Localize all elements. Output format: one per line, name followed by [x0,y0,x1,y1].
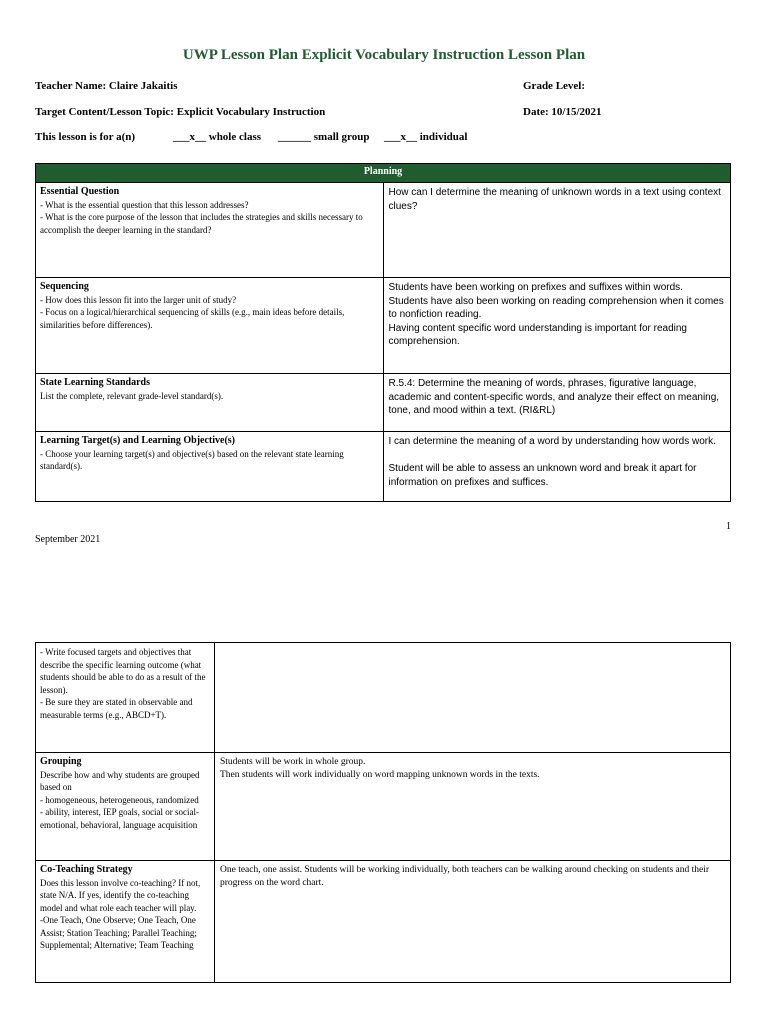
document-title: UWP Lesson Plan Explicit Vocabulary Instruction Lesson Plan [182,47,586,63]
row-heading: Grouping [40,756,82,767]
row-answer: R.5.4: Determine the meaning of words, phrases, figurative language, academic and content-specific words, and analyze their effect on meaning, tone, and mood within a text. (RI&RL) [383,374,731,432]
row-description: - How does this lesson fit into the larger unit of study? - Focus on a logical/hierarchical sequencing of skills (e.g., main ideas before details, similarities before differences). [40,294,345,330]
row-answer [215,643,731,753]
row-description: List the complete, relevant grade-level standard(s). [40,390,224,401]
row-heading: Essential Question [40,186,120,197]
row-label-cell [36,374,384,432]
table-row [36,183,731,278]
table-row [36,861,731,983]
grade-level: Grade Level: [523,80,586,92]
row-answer: Students have been working on prefixes and suffixes within words. Students have also been working on reading comprehension when it comes to nonfiction reading. Having content specific word understanding is important for reading comprehension. [383,278,731,374]
row-heading: Learning Target(s) and Learning Objective(s) [40,435,235,446]
small-group-option: ______ small group [278,131,370,143]
page-number: 1 [726,521,731,532]
row-description: - Write focused targets and objectives that describe the specific learning outcome (what students should be able to do as a result of the lesson). - Be sure they are stated in observable and measurable terms (e.g., ABCD+T). [40,647,206,720]
row-label-cell [36,183,384,278]
table-row [36,753,731,861]
individual-option: ___x__ individual [384,131,468,143]
row-heading: Co-Teaching Strategy [40,864,133,875]
row-label-cell [36,432,384,502]
row-description: Does this lesson involve co-teaching? If not, state N/A. If yes, identify the co-teaching model and what role each teacher will play. -One Teach, One Observe; One Teach, One Assist; Station Teaching; Parallel Teaching; Supplemental; Alternative; Team Teaching [40,877,201,950]
row-label-cell [36,861,215,983]
row-description: - Choose your learning target(s) and objective(s) based on the relevant state learning standard(s). [40,448,344,471]
row-answer: I can determine the meaning of a word by understanding how words work. Student will be able to assess an unknown word and break it apart for information on prefixes and suffices. [383,432,731,502]
planning-table [35,163,731,502]
table-row [36,374,731,432]
row-description: Describe how and why students are grouped based on - homogeneous, heterogeneous, randomized - ability, interest, IEP goals, social or social-emotional, behavioral, language acquisition [40,769,200,830]
row-label-cell [36,643,215,753]
footer-date: September 2021 [35,534,101,545]
planning-table-continued [35,642,731,983]
row-answer: One teach, one assist. Students will be working individually, both teachers can be walking around checking on students and their progress on the word chart. [215,861,731,983]
table-row [36,278,731,374]
table-row [36,643,731,753]
row-answer: Students will be work in whole group. Then students will work individually on word mapping unknown words in the texts. [215,753,731,861]
lesson-topic: Target Content/Lesson Topic: Explicit Vocabulary Instruction [35,106,326,118]
lesson-for-label: This lesson is for a(n) [35,131,136,143]
row-heading: State Learning Standards [40,377,151,388]
planning-header: Planning [36,164,731,183]
row-description: - What is the essential question that this lesson addresses? - What is the core purpose of the lesson that includes the strategies and skills necessary to accomplish the deeper learning in the standard? [40,199,363,235]
table-row [36,432,731,502]
teacher-name: Teacher Name: Claire Jakaitis [35,80,178,92]
row-label-cell [36,278,384,374]
lesson-date: Date: 10/15/2021 [523,106,602,118]
row-heading: Sequencing [40,281,89,292]
row-answer: How can I determine the meaning of unknown words in a text using context clues? [383,183,731,278]
whole-class-option: ___x__ whole class [173,131,261,143]
row-label-cell [36,753,215,861]
